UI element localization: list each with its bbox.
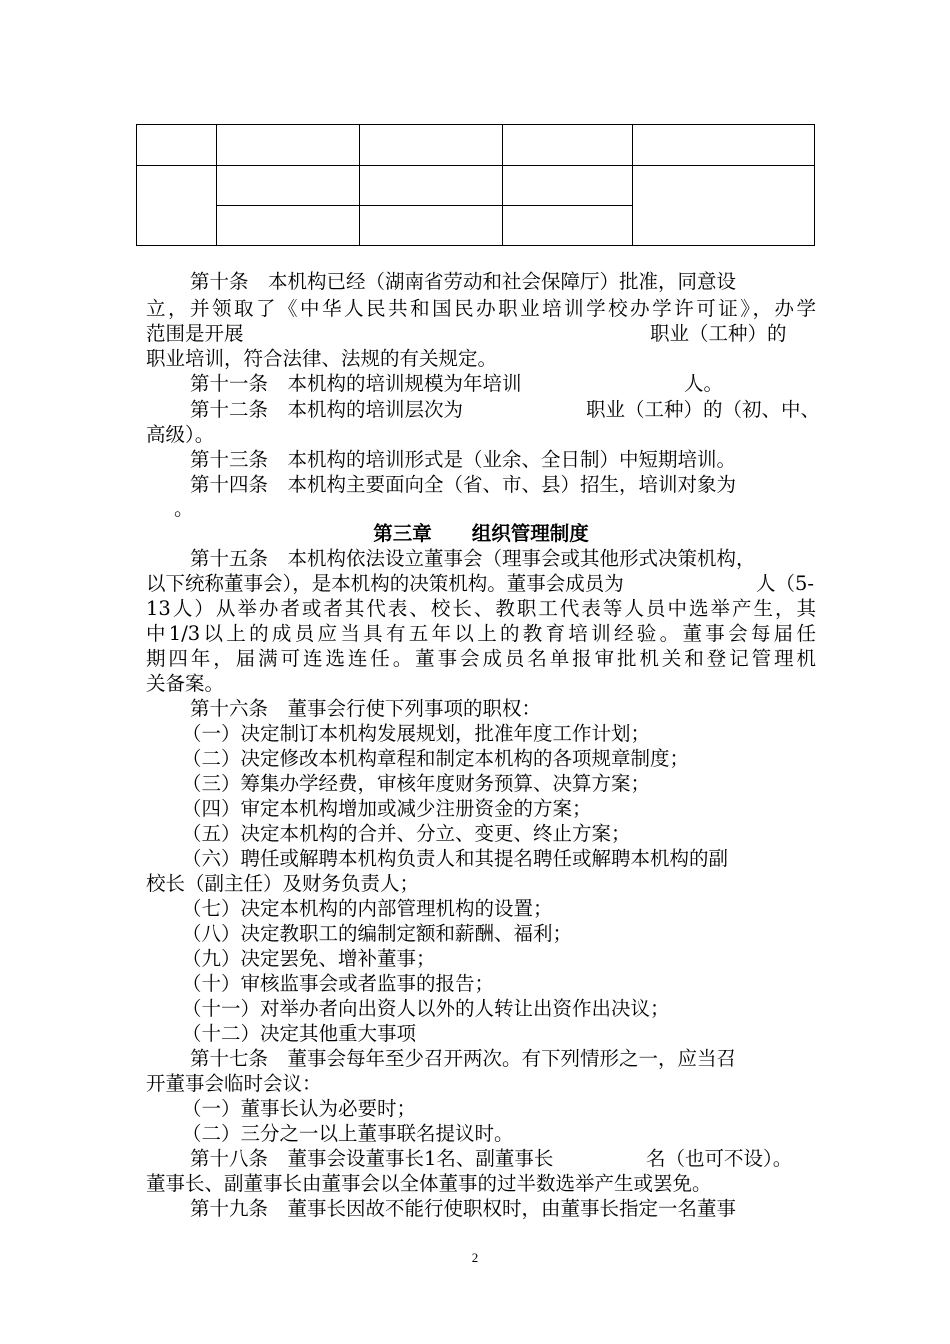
table-cell	[503, 166, 633, 206]
list-item: （八）决定教职工的编制定额和薪酬、福利；	[182, 922, 573, 945]
table-cell	[217, 125, 360, 166]
table-cell	[137, 166, 217, 246]
chapter-heading	[146, 522, 816, 546]
list-item: （十二）决定其他重大事项	[182, 1022, 417, 1045]
table-cell	[137, 125, 217, 166]
table-cell	[633, 166, 815, 246]
page-number: 2	[471, 1250, 479, 1265]
list-item: （十）审核监事会或者监事的报告；	[182, 972, 495, 995]
article-18-line: 第十八条 董事会设董事长1名、副董事长	[190, 1147, 554, 1170]
blank-table	[136, 124, 815, 246]
article-15-line: 13人）从举办者或者其代表、校长、教职工代表等人员中选举产生，其	[146, 597, 816, 620]
article-11-line: 第十一条 本机构的培训规模为年培训	[190, 372, 522, 395]
table-cell	[633, 125, 815, 166]
article-15-line: 人（5-	[756, 572, 814, 595]
article-15-line: 中1/3以上的成员应当具有五年以上的教育培训经验。董事会每届任	[146, 622, 816, 645]
article-15-line: 第十五条 本机构依法设立董事会（理事会或其他形式决策机构，	[190, 547, 756, 570]
list-item: （四）审定本机构增加或减少注册资金的方案；	[182, 797, 592, 820]
list-item: （六）聘任或解聘本机构负责人和其提名聘任或解聘本机构的副	[182, 847, 729, 870]
article-12-line: 第十二条 本机构的培训层次为	[190, 398, 464, 421]
article-18-line: 董事长、副董事长由董事会以全体董事的过半数选举产生或罢免。	[146, 1172, 712, 1195]
article-10-line: 范围是开展	[146, 322, 244, 345]
chapter-number: 第三章	[373, 522, 432, 545]
article-18-line: 名（也可不设）。	[646, 1147, 793, 1170]
list-item: （五）决定本机构的合并、分立、变更、终止方案；	[182, 822, 631, 845]
list-item: （九）决定罢免、增补董事；	[182, 947, 436, 970]
table-cell	[503, 125, 633, 166]
article-12-line: 职业（工种）的（初、中、	[586, 398, 821, 421]
chapter-title: 组织管理制度	[471, 522, 589, 545]
table-cell	[360, 206, 503, 246]
list-item: （二）决定修改本机构章程和制定本机构的各项规章制度；	[182, 747, 690, 770]
article-15-line: 期四年，届满可连选连任。董事会成员名单报审批机关和登记管理机	[146, 647, 816, 670]
list-item: （十一）对举办者向出资人以外的人转让出资作出决议；	[182, 997, 670, 1020]
article-14-line: 第十四条 本机构主要面向全（省、市、县）招生，培训对象为	[190, 473, 737, 496]
article-10-line: 职业（工种）的	[650, 322, 787, 345]
list-item: （二）三分之一以上董事联名提议时。	[182, 1122, 514, 1145]
article-15-line: 关备案。	[146, 672, 225, 695]
article-14-line: 。	[174, 497, 194, 520]
list-item: （三）筹集办学经费，审核年度财务预算、决算方案；	[182, 772, 651, 795]
article-10-line: 第十条 本机构已经（湖南省劳动和社会保障厅）批准，同意设	[190, 270, 737, 293]
article-13-line: 第十三条 本机构的培训形式是（业余、全日制）中短期培训。	[190, 448, 737, 471]
article-15-line: 以下统称董事会），是本机构的决策机构。董事会成员为	[146, 572, 624, 595]
article-10-line: 立，并领取了《中华人民共和国民办职业培训学校办学许可证》，办学	[146, 297, 816, 320]
list-item: （七）决定本机构的内部管理机构的设置；	[182, 897, 553, 920]
article-17-line: 开董事会临时会议：	[146, 1072, 322, 1095]
article-10-line: 职业培训，符合法律、法规的有关规定。	[146, 347, 498, 370]
list-item: （一）决定制订本机构发展规划，批准年度工作计划；	[182, 722, 651, 745]
article-19-line: 第十九条 董事长因故不能行使职权时，由董事长指定一名董事	[190, 1197, 737, 1220]
list-item: （一）董事长认为必要时；	[182, 1097, 417, 1120]
table-cell	[360, 166, 503, 206]
list-item-continuation: 校长（副主任）及财务负责人；	[146, 872, 420, 895]
table-cell	[217, 206, 360, 246]
table-cell	[360, 125, 503, 166]
article-12-line: 高级）。	[146, 423, 215, 446]
article-16-line: 第十六条 董事会行使下列事项的职权：	[190, 697, 542, 720]
table-cell	[217, 166, 360, 206]
article-11-line: 人。	[684, 372, 724, 395]
article-17-line: 第十七条 董事会每年至少召开两次。有下列情形之一，应当召	[190, 1047, 737, 1070]
table-cell	[503, 206, 633, 246]
